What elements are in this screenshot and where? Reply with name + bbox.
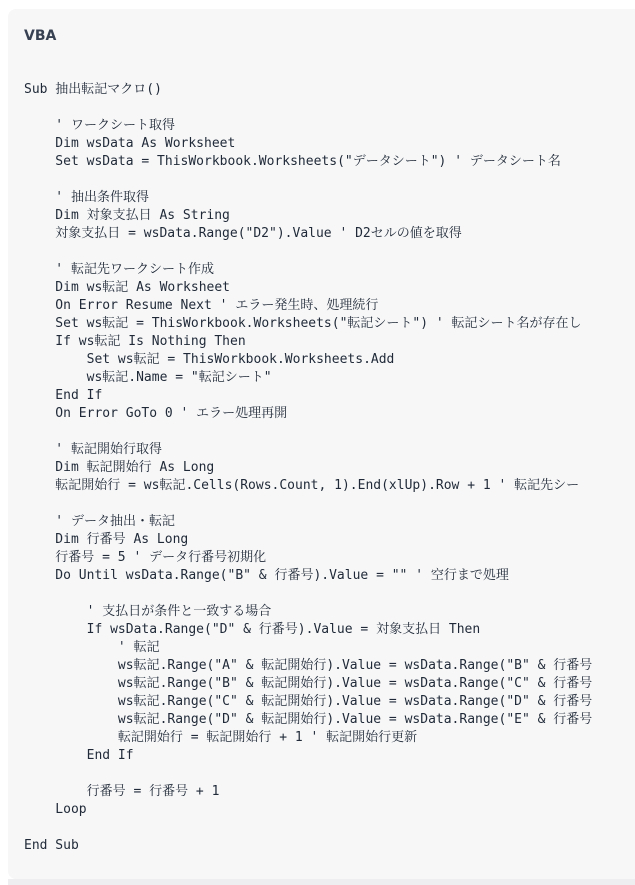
code-line: ws転記.Range("A" & 転記開始行).Value = wsData.Range("B" & 行番号 xyxy=(24,658,593,673)
code-line xyxy=(24,99,592,117)
code-line: 転記開始行 = ws転記.Cells(Rows.Count, 1).End(xlUp).Row + 1 ' 転記先シー xyxy=(24,478,580,493)
code-line: 行番号 = 行番号 + 1 xyxy=(24,784,220,799)
code-line: ws転記.Range("D" & 転記開始行).Value = wsData.Range("E" & 行番号 xyxy=(24,712,593,727)
code-content[interactable] xyxy=(24,81,592,855)
next-block-edge xyxy=(8,879,635,885)
code-line: 転記開始行 = 転記開始行 + 1 ' 転記開始行更新 xyxy=(24,730,418,745)
code-line: ws転記.Range("B" & 転記開始行).Value = wsData.Range("C" & 行番号 xyxy=(24,676,593,691)
code-line: Set ws転記 = ThisWorkbook.Worksheets.Add xyxy=(24,352,395,367)
code-line: On Error GoTo 0 ' エラー処理再開 xyxy=(24,406,288,421)
code-line: Do Until wsData.Range("B" & 行番号).Value = "" ' 空行まで処理 xyxy=(24,568,509,583)
code-line: ' ワークシート取得 xyxy=(24,118,175,133)
code-line: If ws転記 Is Nothing Then xyxy=(24,334,246,349)
code-line xyxy=(24,243,592,261)
code-line: Set wsData = ThisWorkbook.Worksheets("データシート") ' データシート名 xyxy=(24,154,561,169)
code-line xyxy=(24,585,592,603)
code-line: Dim ws転記 As Worksheet xyxy=(24,280,231,295)
code-line: Dim 転記開始行 As Long xyxy=(24,460,215,475)
code-line xyxy=(24,819,592,837)
code-line: End If xyxy=(24,388,103,403)
code-line: 行番号 = 5 ' データ行番号初期化 xyxy=(24,550,267,565)
code-line: If wsData.Range("D" & 行番号).Value = 対象支払日 Then xyxy=(24,622,481,637)
code-line: ' 転記開始行取得 xyxy=(24,442,162,457)
code-line xyxy=(24,495,592,513)
code-line: ' 転記先ワークシート作成 xyxy=(24,262,214,277)
code-line: ' 抽出条件取得 xyxy=(24,190,149,205)
code-line: Dim wsData As Worksheet xyxy=(24,136,236,151)
code-line: Set ws転記 = ThisWorkbook.Worksheets("転記シート") ' 転記シート名が存在し xyxy=(24,316,582,331)
code-line: End If xyxy=(24,748,134,763)
code-block xyxy=(8,9,635,879)
code-line: ' 支払日が条件と一致する場合 xyxy=(24,604,272,619)
code-line: 対象支払日 = wsData.Range("D2").Value ' D2セルの値を取得 xyxy=(24,226,462,241)
code-line: ws転記.Range("C" & 転記開始行).Value = wsData.Range("D" & 行番号 xyxy=(24,694,593,709)
code-line: ws転記.Name = "転記シート" xyxy=(24,370,272,385)
code-line: Dim 行番号 As Long xyxy=(24,532,189,547)
code-line xyxy=(24,423,592,441)
code-line xyxy=(24,765,592,783)
code-line: End Sub xyxy=(24,838,79,853)
code-line: Loop xyxy=(24,802,87,817)
code-line: Dim 対象支払日 As String xyxy=(24,208,230,223)
code-line: On Error Resume Next ' エラー発生時、処理続行 xyxy=(24,298,379,313)
code-line: Sub 抽出転記マクロ() xyxy=(24,82,162,97)
code-line: ' データ抽出・転記 xyxy=(24,514,175,529)
code-line: ' 転記 xyxy=(24,640,160,655)
code-line xyxy=(24,171,592,189)
code-language-label: VBA xyxy=(24,28,57,44)
